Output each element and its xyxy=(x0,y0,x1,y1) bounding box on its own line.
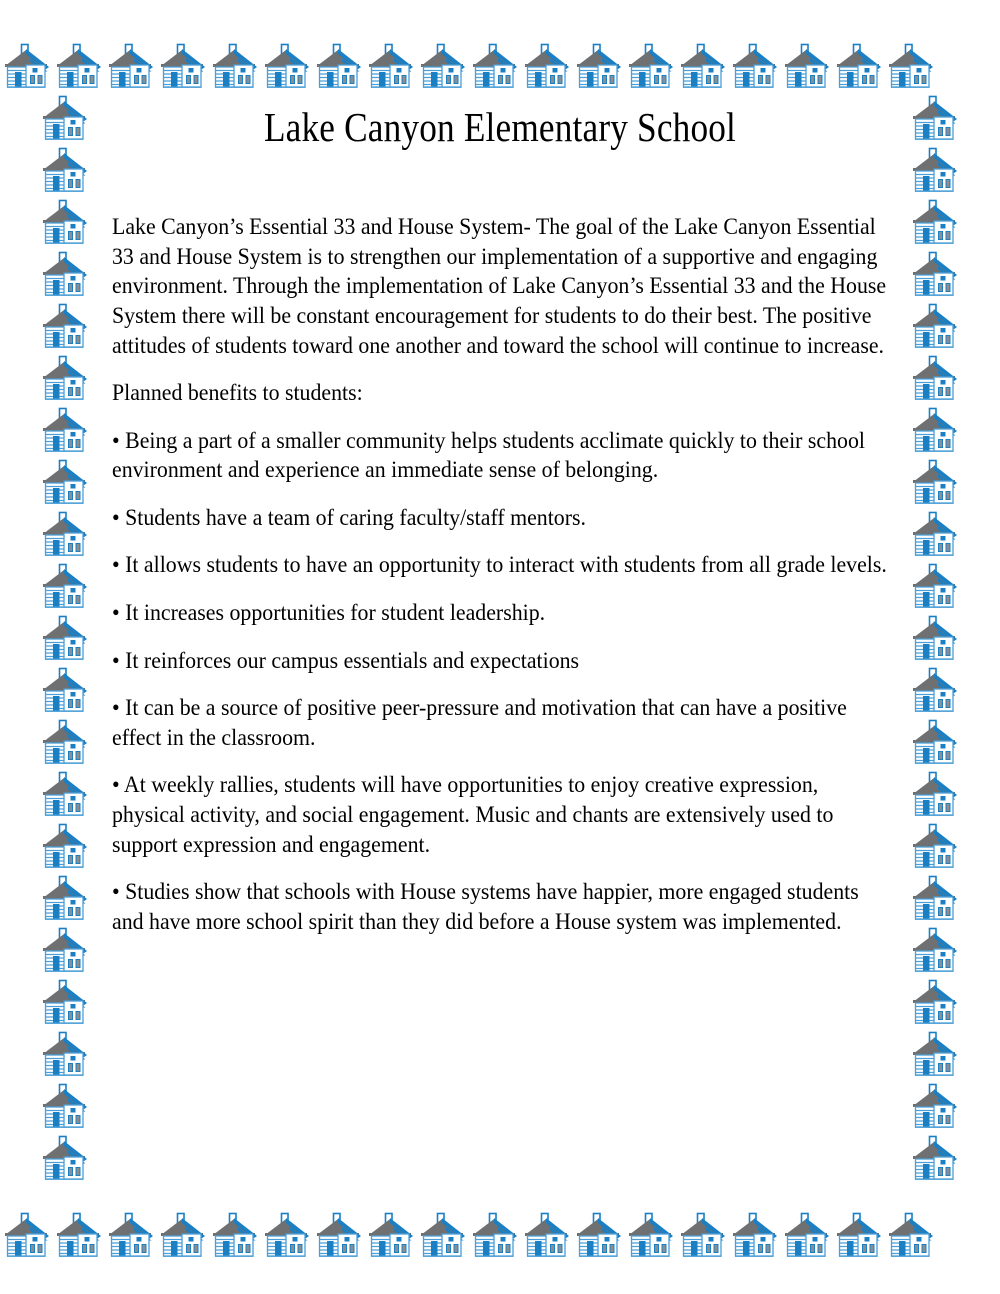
page-title: Lake Canyon Elementary School xyxy=(263,104,737,150)
house-icon xyxy=(260,40,312,92)
house-icon xyxy=(884,1209,936,1261)
house-icon xyxy=(38,352,90,404)
house-icon xyxy=(908,1028,960,1080)
house-icon xyxy=(908,196,960,248)
house-icon xyxy=(908,716,960,768)
house-icon xyxy=(624,40,676,92)
house-icon xyxy=(520,1209,572,1261)
house-icon xyxy=(38,560,90,612)
house-icon xyxy=(260,1209,312,1261)
bullet-item: • Being a part of a smaller community helps students acclimate quickly to their school environment and experience an immediate sense of belonging. xyxy=(112,427,865,484)
house-icon xyxy=(38,1132,90,1184)
house-icon xyxy=(208,1209,260,1261)
house-icon xyxy=(884,40,936,92)
house-icon xyxy=(908,612,960,664)
house-icon xyxy=(364,1209,416,1261)
house-icon xyxy=(38,924,90,976)
house-icon xyxy=(312,40,364,92)
house-icon xyxy=(38,300,90,352)
house-icon xyxy=(728,1209,780,1261)
house-icon xyxy=(38,456,90,508)
house-icon xyxy=(38,404,90,456)
house-icon xyxy=(908,664,960,716)
border-column-left xyxy=(38,92,90,1212)
bullet-item: • It allows students to have an opportunity to interact with students from all grade levels. xyxy=(112,552,887,579)
house-icon xyxy=(38,768,90,820)
house-icon xyxy=(676,40,728,92)
house-icon xyxy=(38,92,90,144)
house-icon xyxy=(38,248,90,300)
house-icon xyxy=(364,40,416,92)
house-icon xyxy=(52,40,104,92)
house-icon xyxy=(468,1209,520,1261)
house-icon xyxy=(416,1209,468,1261)
house-icon xyxy=(208,40,260,92)
body-text xyxy=(112,213,888,937)
house-icon xyxy=(908,820,960,872)
border-row-top xyxy=(0,40,1000,92)
house-icon xyxy=(520,40,572,92)
bullet-item: • At weekly rallies, students will have opportunities to enjoy creative expression, physical activity, and social engagement. Music and chants are extensively used to support expression and engagement. xyxy=(112,772,834,858)
house-icon xyxy=(38,716,90,768)
bullet-item: • It can be a source of positive peer-pressure and motivation that can have a positive effect in the classroom. xyxy=(112,695,847,751)
house-icon xyxy=(52,1209,104,1261)
house-icon xyxy=(908,1080,960,1132)
house-icon xyxy=(908,92,960,144)
border-row-bottom xyxy=(0,1209,1000,1261)
paragraph: Lake Canyon’s Essential 33 and House System- The goal of the Lake Canyon Essential 33 and House System is to strengthen our implementation of a supportive and engaging environment. Through the implementation of Lake Canyon’s Essential 33 and the House System there will be constant encouragement for students to do their best. The positive attitudes of students toward one another and toward the school will continue to increase. xyxy=(112,214,887,359)
bullet-item: • It reinforces our campus essentials and expectations xyxy=(112,647,580,674)
house-icon xyxy=(908,144,960,196)
house-icon xyxy=(572,1209,624,1261)
house-icon xyxy=(38,1028,90,1080)
house-icon xyxy=(156,40,208,92)
house-icon xyxy=(38,872,90,924)
bullet-item: • Studies show that schools with House systems have happier, more engaged students and have more school spirit than they did before a House system was implemented. xyxy=(112,879,859,935)
house-icon xyxy=(908,508,960,560)
document-content xyxy=(112,104,888,937)
house-icon xyxy=(832,1209,884,1261)
border-column-right xyxy=(908,92,960,1212)
house-icon xyxy=(0,40,52,92)
house-icon xyxy=(908,768,960,820)
house-icon xyxy=(312,1209,364,1261)
house-icon xyxy=(908,248,960,300)
house-icon xyxy=(908,352,960,404)
house-icon xyxy=(104,40,156,92)
house-icon xyxy=(38,664,90,716)
house-icon xyxy=(676,1209,728,1261)
house-icon xyxy=(908,924,960,976)
house-icon xyxy=(156,1209,208,1261)
house-icon xyxy=(38,612,90,664)
paragraph: Planned benefits to students: xyxy=(112,380,363,407)
house-icon xyxy=(728,40,780,92)
house-icon xyxy=(38,196,90,248)
house-icon xyxy=(104,1209,156,1261)
house-icon xyxy=(624,1209,676,1261)
house-icon xyxy=(38,508,90,560)
house-icon xyxy=(780,40,832,92)
house-icon xyxy=(908,976,960,1028)
house-icon xyxy=(416,40,468,92)
house-icon xyxy=(908,456,960,508)
house-icon xyxy=(572,40,624,92)
house-icon xyxy=(908,300,960,352)
house-icon xyxy=(908,872,960,924)
house-icon xyxy=(832,40,884,92)
house-icon xyxy=(908,1132,960,1184)
house-icon xyxy=(38,820,90,872)
house-icon xyxy=(468,40,520,92)
house-icon xyxy=(780,1209,832,1261)
bullet-item: • Students have a team of caring faculty/staff mentors. xyxy=(112,504,586,531)
house-icon xyxy=(908,404,960,456)
house-icon xyxy=(38,1080,90,1132)
house-icon xyxy=(38,976,90,1028)
bullet-item: • It increases opportunities for student leadership. xyxy=(112,600,546,627)
house-icon xyxy=(0,1209,52,1261)
house-icon xyxy=(38,144,90,196)
house-icon xyxy=(908,560,960,612)
